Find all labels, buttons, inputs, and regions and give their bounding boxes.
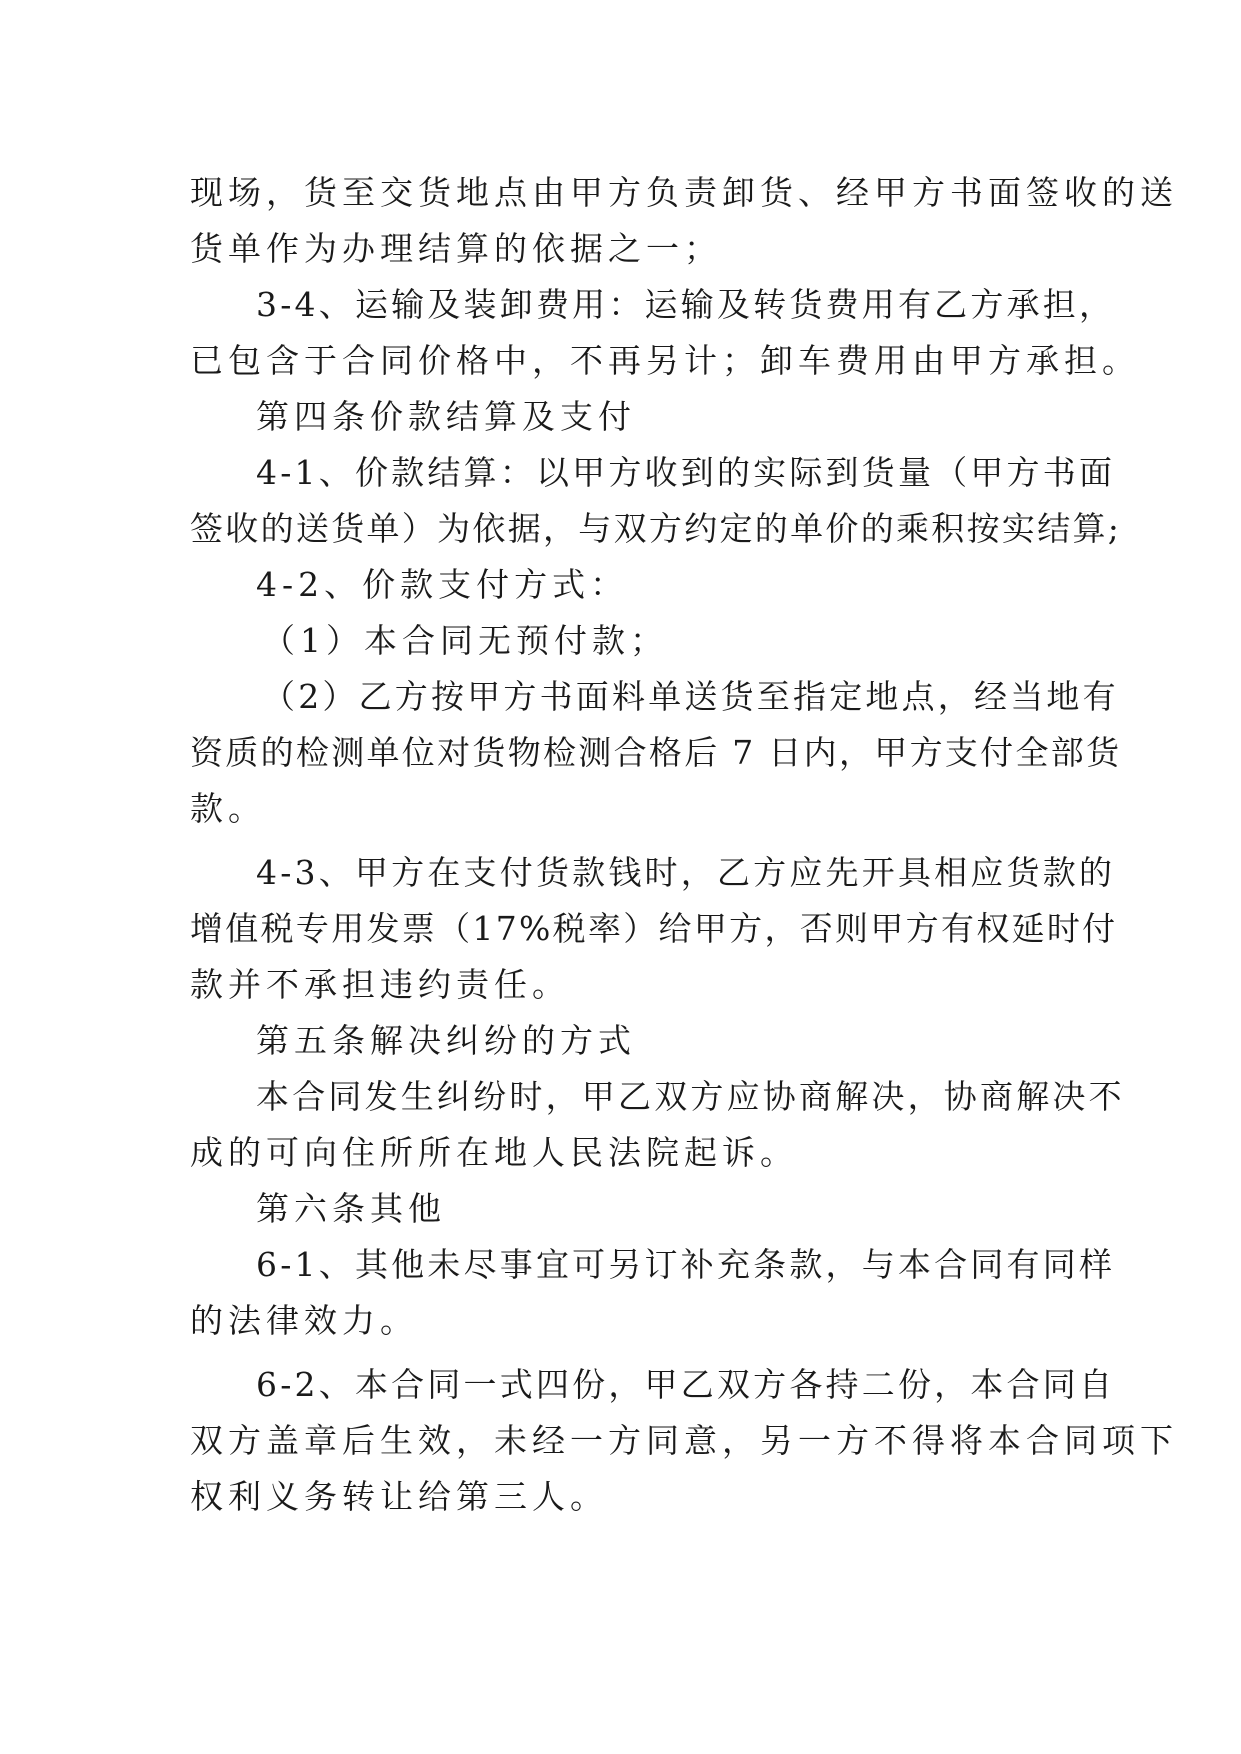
text-line-22: 6-2、本合同一式四份，甲乙双方各持二份，本合同自 xyxy=(256,1365,1116,1404)
text-line-21: 的法律效力。 xyxy=(190,1301,418,1340)
section-heading-5: 第五条解决纠纷的方式 xyxy=(256,1021,636,1060)
text-line-1: 现场，货至交货地点由甲方负责卸货、经甲方书面签收的送 xyxy=(190,173,1178,212)
text-line-20: 6-1、其他未尽事宜可另订补充条款，与本合同有同样 xyxy=(256,1245,1116,1284)
text-line-12: 款。 xyxy=(190,789,266,828)
text-line-11: 资质的检测单位对货物检测合格后 7 日内，甲方支付全部货 xyxy=(190,733,1122,772)
text-line-17: 本合同发生纠纷时，甲乙双方应协商解决，协商解决不 xyxy=(256,1077,1125,1116)
text-line-2: 货单作为办理结算的依据之一； xyxy=(190,229,722,268)
text-line-9: （1）本合同无预付款； xyxy=(262,621,668,660)
section-heading-4: 第四条价款结算及支付 xyxy=(256,397,636,436)
text-line-3: 3-4、运输及装卸费用：运输及转货费用有乙方承担， xyxy=(256,285,1116,324)
text-line-10: （2）乙方按甲方书面料单送货至指定地点，经当地有 xyxy=(262,677,1119,716)
text-line-15: 款并不承担违约责任。 xyxy=(190,965,570,1004)
text-line-7: 签收的送货单）为依据，与双方约定的单价的乘积按实结算; xyxy=(190,509,1122,548)
text-line-23: 双方盖章后生效，未经一方同意，另一方不得将本合同项下 xyxy=(190,1421,1178,1460)
text-line-4: 已包含于合同价格中，不再另计；卸车费用由甲方承担。 xyxy=(190,341,1140,380)
text-line-24: 权利义务转让给第三人。 xyxy=(190,1477,608,1516)
text-line-6: 4-1、价款结算：以甲方收到的实际到货量（甲方书面 xyxy=(256,453,1116,492)
text-line-14: 增值税专用发票（17%税率）给甲方，否则甲方有权延时付 xyxy=(190,909,1118,948)
text-line-8: 4-2、价款支付方式： xyxy=(256,565,629,604)
section-heading-6: 第六条其他 xyxy=(256,1189,446,1228)
text-line-13: 4-3、甲方在支付货款钱时，乙方应先开具相应货款的 xyxy=(256,853,1116,892)
text-line-18: 成的可向住所所在地人民法院起诉。 xyxy=(190,1133,798,1172)
